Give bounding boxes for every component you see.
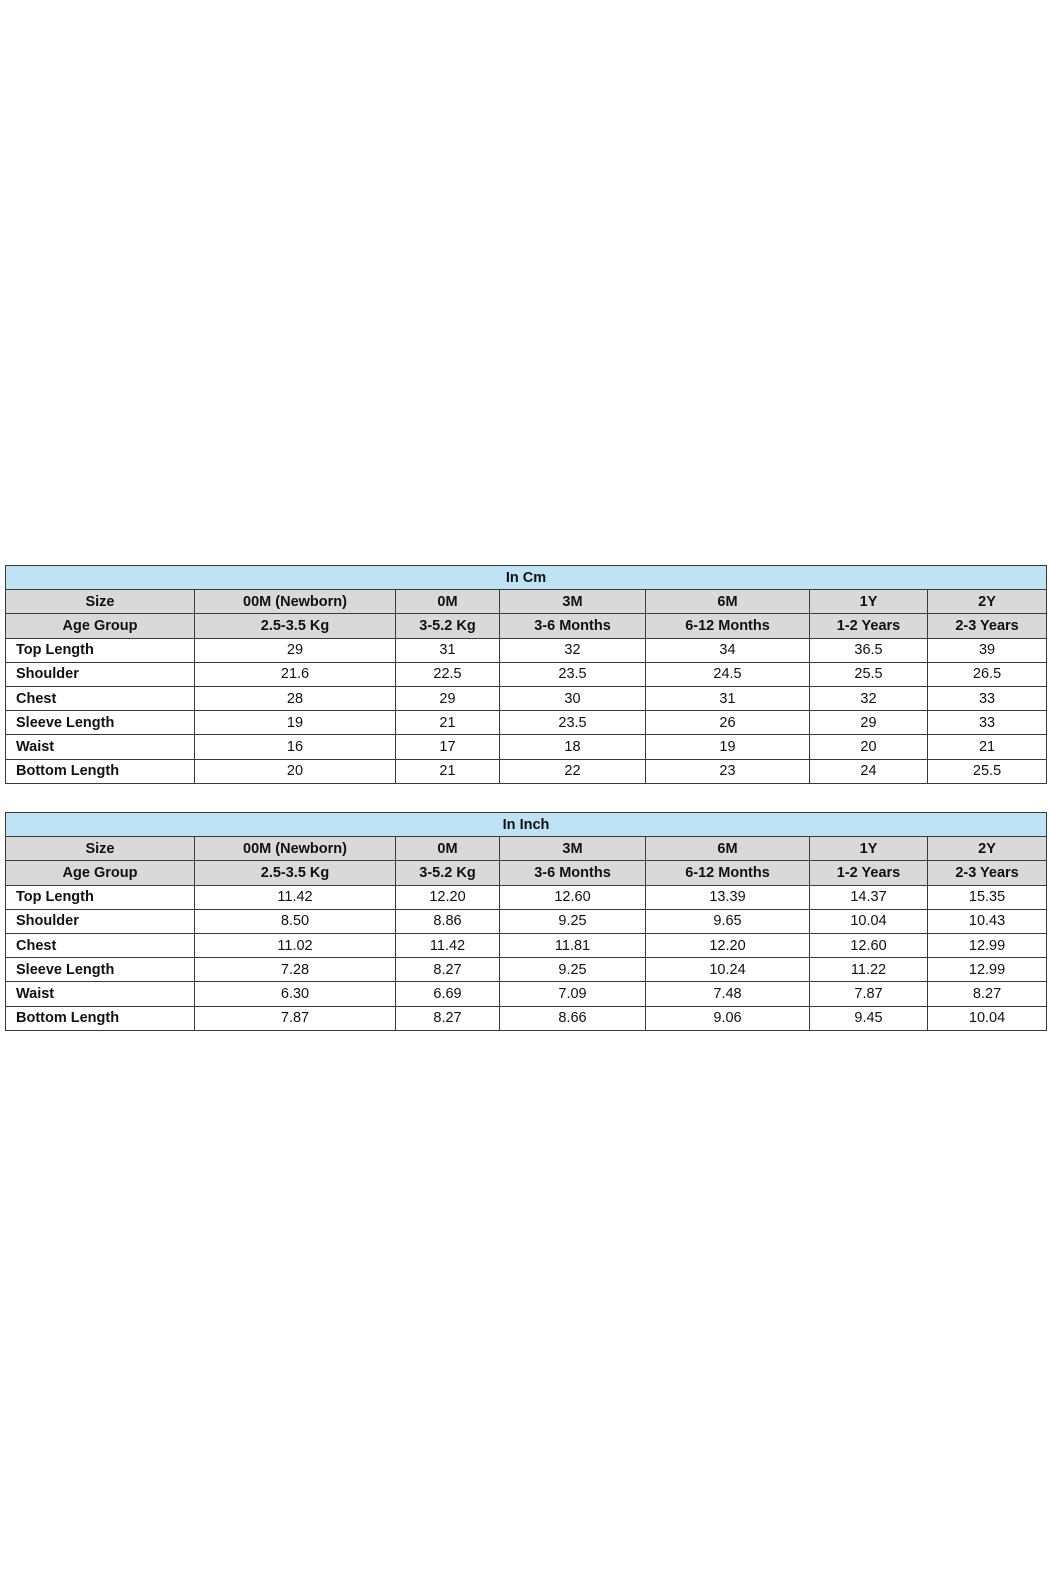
measurement-label: Sleeve Length	[6, 958, 195, 982]
table-row	[6, 735, 1047, 759]
size-header-label: Size	[6, 590, 195, 614]
table-title-row	[6, 813, 1047, 837]
measurement-value: 9.25	[500, 958, 646, 982]
table-title: In Inch	[6, 813, 1047, 837]
measurement-label: Sleeve Length	[6, 711, 195, 735]
size-header-row	[6, 837, 1047, 861]
age-group-cell: 3-5.2 Kg	[396, 861, 500, 885]
measurement-value: 12.99	[928, 958, 1047, 982]
measurement-value: 23	[646, 759, 810, 783]
size-column-header: 6M	[646, 837, 810, 861]
measurement-value: 19	[646, 735, 810, 759]
age-group-label: Age Group	[6, 861, 195, 885]
measurement-value: 29	[396, 686, 500, 710]
measurement-value: 11.22	[810, 958, 928, 982]
measurement-value: 10.04	[810, 909, 928, 933]
table-row	[6, 711, 1047, 735]
measurement-label: Bottom Length	[6, 1006, 195, 1030]
measurement-value: 16	[195, 735, 396, 759]
measurement-value: 8.86	[396, 909, 500, 933]
size-column-header: 2Y	[928, 590, 1047, 614]
age-group-cell: 3-6 Months	[500, 861, 646, 885]
measurement-value: 39	[928, 638, 1047, 662]
measurement-value: 19	[195, 711, 396, 735]
measurement-label: Chest	[6, 933, 195, 957]
size-chart-cm-table	[5, 565, 1047, 784]
measurement-value: 23.5	[500, 662, 646, 686]
size-column-header: 3M	[500, 590, 646, 614]
measurement-value: 21.6	[195, 662, 396, 686]
measurement-value: 12.20	[646, 933, 810, 957]
size-column-header: 0M	[396, 837, 500, 861]
measurement-value: 10.04	[928, 1006, 1047, 1030]
measurement-label: Top Length	[6, 885, 195, 909]
measurement-value: 31	[396, 638, 500, 662]
table-title-row	[6, 566, 1047, 590]
measurement-value: 12.20	[396, 885, 500, 909]
measurement-value: 8.66	[500, 1006, 646, 1030]
measurement-value: 20	[195, 759, 396, 783]
size-column-header: 00M (Newborn)	[195, 590, 396, 614]
size-column-header: 1Y	[810, 837, 928, 861]
measurement-value: 11.81	[500, 933, 646, 957]
age-group-cell: 2.5-3.5 Kg	[195, 614, 396, 638]
table-row	[6, 759, 1047, 783]
measurement-value: 17	[396, 735, 500, 759]
measurement-value: 21	[928, 735, 1047, 759]
measurement-value: 32	[810, 686, 928, 710]
age-group-cell: 2-3 Years	[928, 614, 1047, 638]
measurement-value: 21	[396, 711, 500, 735]
measurement-value: 12.60	[810, 933, 928, 957]
size-column-header: 1Y	[810, 590, 928, 614]
measurement-value: 13.39	[646, 885, 810, 909]
measurement-value: 9.25	[500, 909, 646, 933]
measurement-value: 11.02	[195, 933, 396, 957]
measurement-value: 9.65	[646, 909, 810, 933]
measurement-value: 15.35	[928, 885, 1047, 909]
age-group-cell: 1-2 Years	[810, 614, 928, 638]
measurement-label: Shoulder	[6, 662, 195, 686]
age-group-label: Age Group	[6, 614, 195, 638]
measurement-value: 23.5	[500, 711, 646, 735]
size-header-label: Size	[6, 837, 195, 861]
measurement-value: 21	[396, 759, 500, 783]
table-row	[6, 1006, 1047, 1030]
measurement-label: Bottom Length	[6, 759, 195, 783]
measurement-value: 7.87	[810, 982, 928, 1006]
table-row	[6, 686, 1047, 710]
measurement-value: 28	[195, 686, 396, 710]
measurement-value: 8.27	[396, 958, 500, 982]
measurement-label: Chest	[6, 686, 195, 710]
measurement-value: 31	[646, 686, 810, 710]
measurement-value: 6.69	[396, 982, 500, 1006]
age-group-cell: 1-2 Years	[810, 861, 928, 885]
measurement-label: Shoulder	[6, 909, 195, 933]
measurement-value: 22.5	[396, 662, 500, 686]
measurement-value: 25.5	[928, 759, 1047, 783]
table-row	[6, 933, 1047, 957]
table-title: In Cm	[6, 566, 1047, 590]
measurement-value: 12.99	[928, 933, 1047, 957]
measurement-value: 11.42	[396, 933, 500, 957]
measurement-value: 12.60	[500, 885, 646, 909]
measurement-value: 33	[928, 711, 1047, 735]
age-group-cell: 2.5-3.5 Kg	[195, 861, 396, 885]
age-group-row	[6, 861, 1047, 885]
measurement-value: 25.5	[810, 662, 928, 686]
measurement-value: 29	[810, 711, 928, 735]
size-column-header: 2Y	[928, 837, 1047, 861]
measurement-value: 20	[810, 735, 928, 759]
measurement-value: 7.09	[500, 982, 646, 1006]
measurement-value: 32	[500, 638, 646, 662]
table-row	[6, 638, 1047, 662]
measurement-value: 14.37	[810, 885, 928, 909]
measurement-value: 7.48	[646, 982, 810, 1006]
measurement-value: 9.06	[646, 1006, 810, 1030]
measurement-value: 30	[500, 686, 646, 710]
measurement-value: 22	[500, 759, 646, 783]
measurement-value: 26	[646, 711, 810, 735]
measurement-value: 8.27	[928, 982, 1047, 1006]
measurement-value: 6.30	[195, 982, 396, 1006]
measurement-value: 8.50	[195, 909, 396, 933]
measurement-value: 18	[500, 735, 646, 759]
measurement-value: 9.45	[810, 1006, 928, 1030]
age-group-cell: 3-5.2 Kg	[396, 614, 500, 638]
measurement-label: Top Length	[6, 638, 195, 662]
size-column-header: 00M (Newborn)	[195, 837, 396, 861]
table-row	[6, 909, 1047, 933]
measurement-value: 29	[195, 638, 396, 662]
size-header-row	[6, 590, 1047, 614]
age-group-row	[6, 614, 1047, 638]
measurement-label: Waist	[6, 982, 195, 1006]
age-group-cell: 6-12 Months	[646, 614, 810, 638]
measurement-value: 34	[646, 638, 810, 662]
measurement-value: 7.28	[195, 958, 396, 982]
measurement-value: 10.43	[928, 909, 1047, 933]
size-column-header: 3M	[500, 837, 646, 861]
table-row	[6, 662, 1047, 686]
size-chart-body	[6, 566, 1047, 784]
age-group-cell: 6-12 Months	[646, 861, 810, 885]
size-column-header: 0M	[396, 590, 500, 614]
measurement-value: 36.5	[810, 638, 928, 662]
size-column-header: 6M	[646, 590, 810, 614]
measurement-value: 7.87	[195, 1006, 396, 1030]
measurement-value: 24.5	[646, 662, 810, 686]
table-row	[6, 958, 1047, 982]
measurement-value: 10.24	[646, 958, 810, 982]
size-chart-inch-table	[5, 812, 1047, 1031]
measurement-value: 11.42	[195, 885, 396, 909]
age-group-cell: 2-3 Years	[928, 861, 1047, 885]
table-row	[6, 885, 1047, 909]
table-row	[6, 982, 1047, 1006]
measurement-value: 24	[810, 759, 928, 783]
measurement-value: 33	[928, 686, 1047, 710]
size-chart-body	[6, 813, 1047, 1031]
measurement-value: 8.27	[396, 1006, 500, 1030]
measurement-label: Waist	[6, 735, 195, 759]
age-group-cell: 3-6 Months	[500, 614, 646, 638]
measurement-value: 26.5	[928, 662, 1047, 686]
